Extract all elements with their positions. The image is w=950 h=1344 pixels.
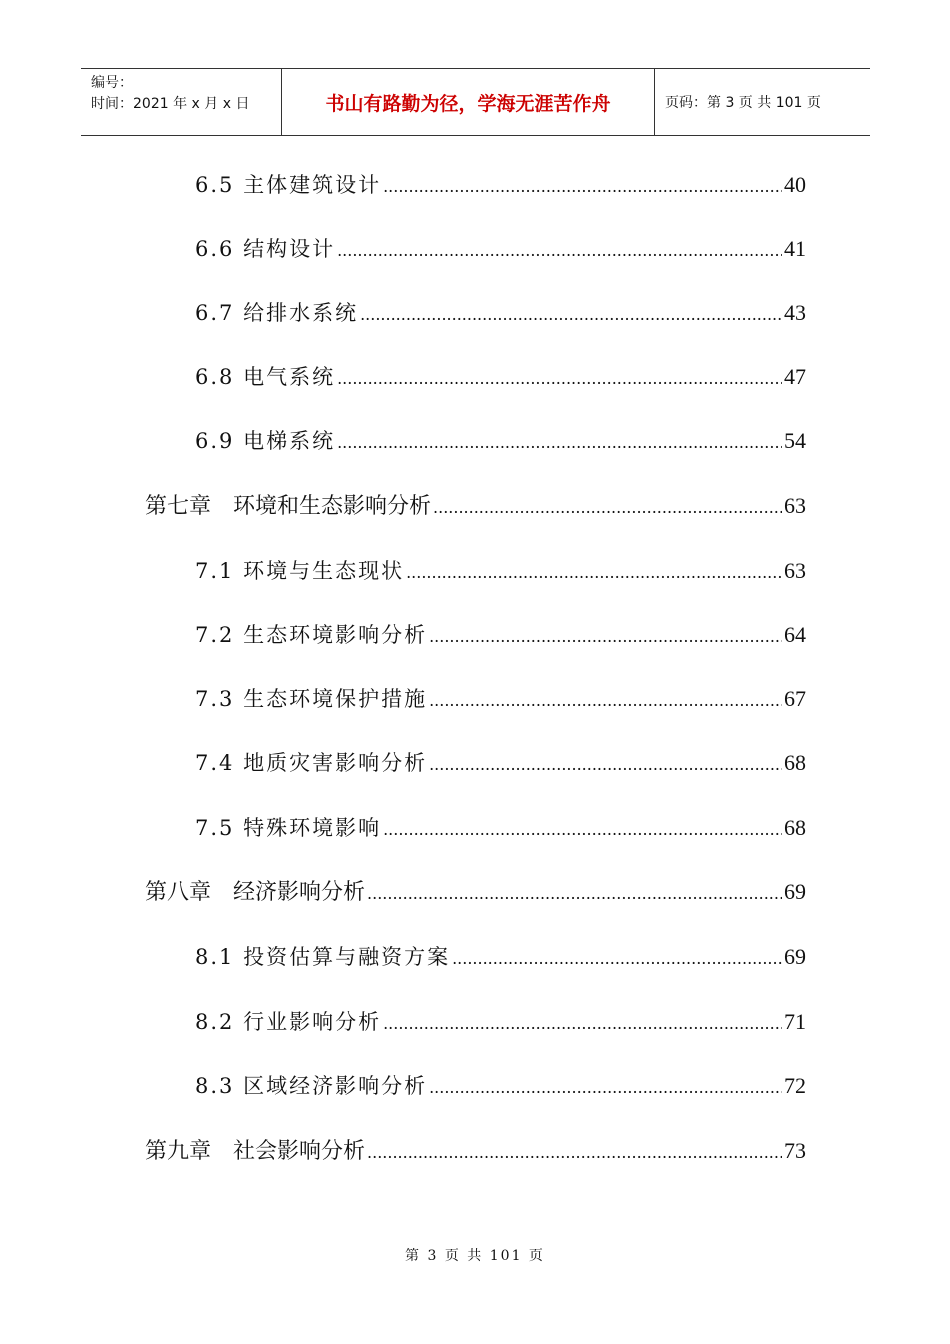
- toc-leader-dots: [360, 300, 782, 330]
- toc-leader-dots: [429, 750, 782, 780]
- toc-leader-dots: [433, 493, 782, 523]
- toc-entry-title: 8.3 区域经济影响分析: [195, 1074, 428, 1098]
- toc-entry-page: 47: [784, 364, 806, 389]
- page-header: [81, 68, 870, 136]
- toc-entry-page: 68: [784, 750, 806, 775]
- toc-entry-title: 6.6 结构设计: [195, 237, 336, 261]
- toc-entry-title: 7.5 特殊环境影响: [195, 816, 382, 840]
- toc-entry-title: 7.3 生态环境保护措施: [195, 687, 428, 711]
- toc-entry-title: 8.2 行业影响分析: [195, 1010, 382, 1034]
- page-footer: 第 3 页 共 101 页: [405, 1248, 545, 1264]
- toc-entry-page: 73: [784, 1138, 806, 1163]
- toc-entry-page: 69: [784, 944, 806, 969]
- toc-entry-page: 69: [784, 879, 806, 904]
- toc-leader-dots: [383, 172, 782, 202]
- toc-entry-page: 43: [784, 300, 806, 325]
- toc-entry-page: 71: [784, 1009, 806, 1034]
- toc-chapter-entry[interactable]: [145, 491, 806, 521]
- toc-leader-dots: [429, 686, 782, 716]
- toc-leader-dots: [452, 944, 782, 974]
- toc-entry-page: 72: [784, 1073, 806, 1098]
- toc-leader-dots: [337, 236, 782, 266]
- toc-entry-page: 67: [784, 686, 806, 711]
- toc-entry-page: 40: [784, 172, 806, 197]
- toc-entry[interactable]: [195, 684, 806, 714]
- toc-chapter-entry[interactable]: [145, 1136, 806, 1166]
- toc-entry[interactable]: [195, 426, 806, 456]
- toc-entry-title: 7.1 环境与生态现状: [195, 559, 405, 583]
- toc-entry[interactable]: [195, 1007, 806, 1037]
- toc-leader-dots: [337, 364, 782, 394]
- toc-entry-page: 63: [784, 493, 806, 518]
- toc-entry[interactable]: [195, 234, 806, 264]
- toc-chapter-entry[interactable]: [145, 877, 806, 907]
- toc-entry-page: 41: [784, 236, 806, 261]
- header-motto: 书山有路勤为径，学海无涯苦作舟: [282, 69, 655, 135]
- toc-entry-page: 64: [784, 622, 806, 647]
- toc-entry[interactable]: [195, 556, 806, 586]
- toc-entry-title: 8.1 投资估算与融资方案: [195, 945, 451, 969]
- toc-entry[interactable]: [195, 942, 806, 972]
- toc-leader-dots: [383, 815, 782, 845]
- document-number: 编号：: [91, 75, 133, 91]
- toc-entry[interactable]: [195, 813, 806, 843]
- toc-chapter-title: 第九章 社会影响分析: [145, 1139, 366, 1164]
- toc-entry-title: 6.7 给排水系统: [195, 301, 359, 325]
- toc-leader-dots: [383, 1009, 782, 1039]
- header-page-info: 页码：第 3 页 共 101 页: [665, 95, 821, 111]
- toc-chapter-title: 第七章 环境和生态影响分析: [145, 494, 432, 519]
- toc-leader-dots: [429, 1073, 782, 1103]
- toc-entry-title: 6.5 主体建筑设计: [195, 173, 382, 197]
- toc-leader-dots: [337, 428, 782, 458]
- toc-entry-title: 6.8 电气系统: [195, 365, 336, 389]
- toc-entry-page: 54: [784, 428, 806, 453]
- toc-entry[interactable]: [195, 362, 806, 392]
- toc-entry-page: 68: [784, 815, 806, 840]
- toc-entry-title: 7.4 地质灾害影响分析: [195, 751, 428, 775]
- toc-leader-dots: [367, 879, 782, 909]
- toc-entry[interactable]: [195, 620, 806, 650]
- toc-leader-dots: [367, 1138, 782, 1168]
- toc-chapter-title: 第八章 经济影响分析: [145, 880, 366, 905]
- toc-entry[interactable]: [195, 298, 806, 328]
- toc-leader-dots: [406, 558, 782, 588]
- toc-entry[interactable]: [195, 170, 806, 200]
- document-date: 时间：2021 年 x 月 x 日: [91, 96, 250, 112]
- toc-leader-dots: [429, 622, 782, 652]
- toc-entry[interactable]: [195, 1071, 806, 1101]
- toc-entry[interactable]: [195, 748, 806, 778]
- toc-entry-title: 6.9 电梯系统: [195, 429, 336, 453]
- header-meta: [81, 69, 282, 135]
- toc-entry-page: 63: [784, 558, 806, 583]
- toc-entry-title: 7.2 生态环境影响分析: [195, 623, 428, 647]
